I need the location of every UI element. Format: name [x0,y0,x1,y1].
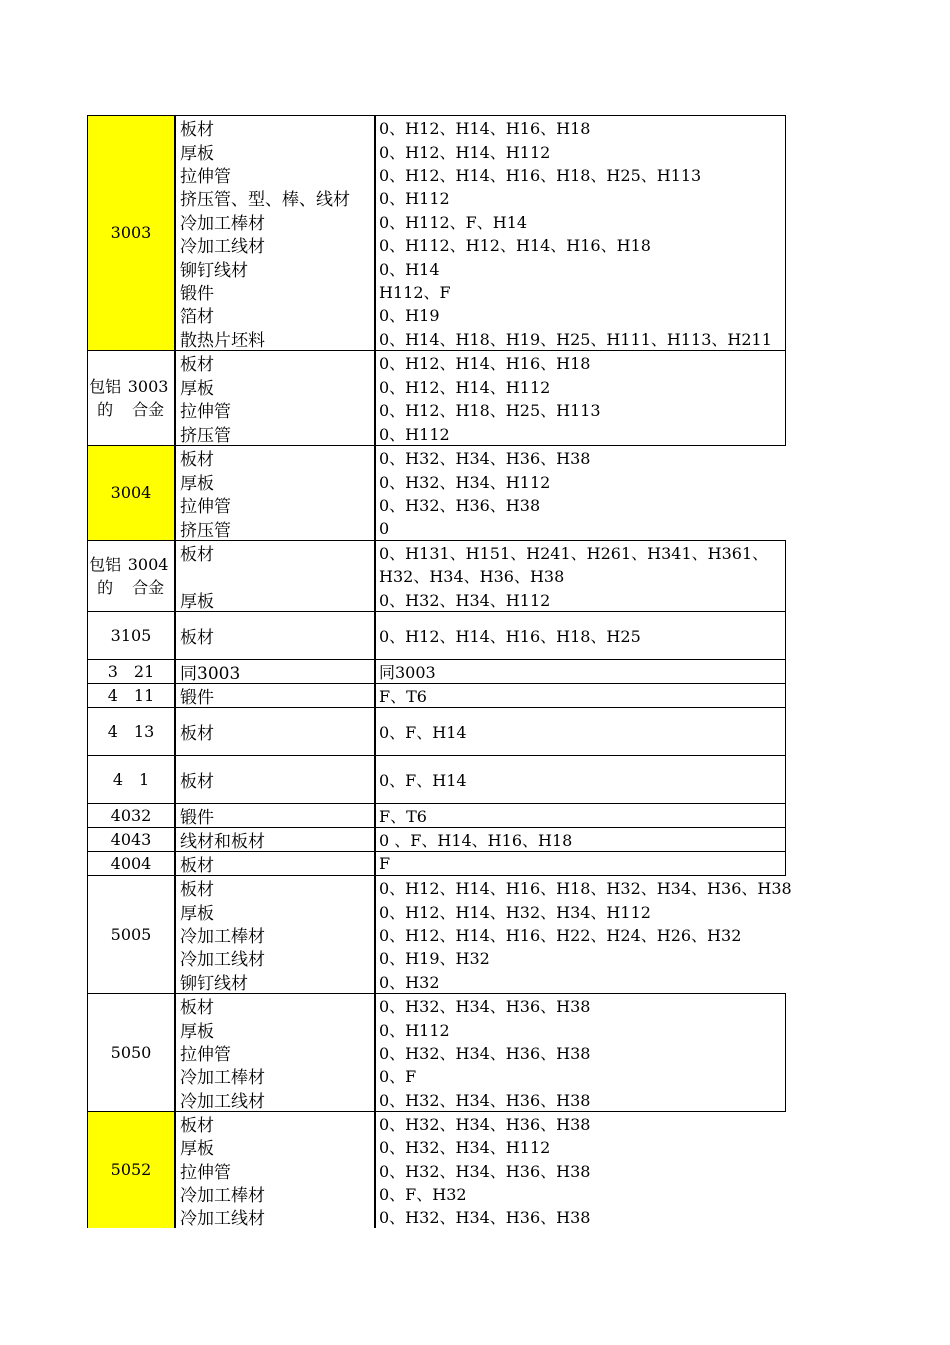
table-row [176,1159,786,1182]
temper-cell: 0、H19 [379,306,440,326]
product-form-cell: 冷加工线材 [176,1088,376,1111]
table-row [176,1182,786,1205]
table-row [176,994,785,1017]
temper-cell: 0、F、H14 [379,723,467,742]
alloy-group [87,803,786,827]
product-form-cell: 挤压管 [176,517,376,541]
alloy-code-cell: 3004 [88,446,176,540]
temper-cell: 0、H12、H14、H16、H18 [379,119,591,139]
temper-cell: 0、F、H14 [379,771,467,790]
alloy-group [87,875,792,994]
temper-cell: 0、H112 [379,189,450,209]
temper-cell: 0、H19、H32 [379,949,490,969]
temper-cell: 0、H112、F、H14 [379,212,528,232]
alloy-code-cell: 3 21 [88,660,176,683]
product-form-cell: 厚板 [176,1017,376,1040]
table-row [176,684,785,707]
table-row [176,876,792,899]
table-row [176,446,786,470]
alloy-group [87,115,786,350]
alloy-code-cell: 4 11 [88,684,176,707]
product-form-cell: 挤压管 [176,422,376,446]
temper-cell: 0、H32、H34、H36、H38 [379,997,591,1017]
alloy-code-cell: 4043 [88,828,176,851]
table-row [176,1205,786,1228]
table-row [176,1064,785,1087]
table-row [176,422,785,446]
temper-cell: 0、H112 [379,1020,450,1040]
temper-cell: 0、H12、H14、H16、H18、H32、H34、H36、H38 [379,879,792,899]
temper-cell: 0、H14、H18、H19、H25、H111、H113、H211 [379,329,772,349]
product-form-cell: 拉伸管 [176,493,376,517]
temper-cell: 0、H32、H34、H36、H38 [379,449,591,469]
table-row [176,398,785,422]
table-row [176,946,792,969]
product-form-cell: 板材 [176,541,376,564]
product-form-cell: 拉伸管 [176,1159,376,1182]
table-row [176,1112,786,1135]
product-form-cell: 板材 [176,756,376,803]
table-row [176,1017,785,1040]
temper-cell: F、T6 [379,807,427,827]
temper-cell: 0、H12、H14、H112 [379,142,551,162]
table-row [176,564,785,587]
product-form-cell: 同3003 [176,660,376,683]
temper-cell: 0、F、H32 [379,1185,467,1205]
product-form-cell: 厚板 [176,375,376,399]
table-row [176,1135,786,1158]
temper-cell: 0 、F、H14、H16、H18 [379,831,573,851]
product-form-cell: 板材 [176,708,376,755]
table-row [176,660,785,683]
table-row [176,116,785,139]
alloy-group [87,683,786,707]
table-row [176,375,785,399]
alloy-group [87,755,786,803]
product-form-cell: 锻件 [176,804,376,827]
alloy-code-cell: 4032 [88,804,176,827]
table-row [176,923,792,946]
alloy-code-cell: 3105 [88,612,176,659]
product-form-cell: 线材和板材 [176,828,376,851]
table-row [176,1041,785,1064]
temper-cell: 0、H32、H34、H36、H38 [379,1090,591,1110]
temper-cell: 0、H32、H34、H112 [379,590,551,610]
temper-cell: 0、H12、H14、H16、H18、H25、H113 [379,166,702,186]
product-form-cell: 冷加工棒材 [176,1064,376,1087]
temper-cell: 0、H32 [379,972,440,992]
alloy-group [87,540,786,611]
alloy-group [87,350,786,445]
temper-cell: 0、H12、H14、H16、H18 [379,354,591,374]
table-row [176,517,786,541]
table-row [176,233,785,256]
temper-cell: 0、H32、H34、H36、H38 [379,1208,591,1228]
product-form-cell: 板材 [176,612,376,659]
temper-cell: 0、H14 [379,259,440,279]
table-row [176,186,785,209]
product-form-cell: 冷加工线材 [176,1205,376,1228]
product-form-cell: 散热片坯料 [176,327,376,350]
temper-cell: 0、H12、H14、H32、H34、H112 [379,902,651,922]
product-form-cell: 板材 [176,116,376,139]
product-form-cell: 板材 [176,1112,376,1135]
temper-cell: 0 [379,518,390,538]
table-row [176,541,785,564]
temper-cell: 0、F [379,1067,417,1087]
product-form-cell: 锻件 [176,280,376,303]
alloy-group [87,659,786,683]
alloy-group [87,445,786,540]
table-row [176,588,785,611]
table-row [176,852,785,875]
table-row [176,280,785,303]
product-form-cell: 板材 [176,446,376,470]
alloy-code-cell: 包铝的 3004合金 [88,541,176,611]
table-row [176,256,785,279]
table-row [176,1088,785,1111]
temper-cell: H32、H34、H36、H38 [379,567,565,587]
temper-cell: 0、H32、H34、H112 [379,472,551,492]
alloy-code-cell: 5052 [88,1112,176,1228]
table-row [176,303,785,326]
temper-cell: 0、H32、H34、H112 [379,1138,551,1158]
table-row [176,470,786,494]
alloy-code-cell: 4 13 [88,708,176,755]
alloy-code-cell: 包铝的 3003合金 [88,351,176,445]
product-form-cell: 板材 [176,852,376,875]
temper-cell: 同3003 [379,663,436,683]
alloy-code-cell: 3003 [88,116,176,350]
table-row [176,708,785,755]
product-form-cell: 拉伸管 [176,163,376,186]
temper-cell: 0、H131、H151、H241、H261、H341、H361、 [379,544,769,564]
product-form-cell: 板材 [176,876,376,899]
product-form-cell: 锻件 [176,684,376,707]
alloy-group [87,707,786,755]
temper-cell: H112、F [379,283,451,303]
temper-cell: 0、H12、H14、H16、H18、H25 [379,627,641,646]
product-form-cell: 冷加工棒材 [176,210,376,233]
product-form-cell: 冷加工棒材 [176,923,376,946]
product-form-cell: 厚板 [176,1135,376,1158]
temper-cell: 0、H32、H36、H38 [379,496,541,516]
table-row [176,970,792,993]
product-form-cell: 冷加工线材 [176,233,376,256]
table-row [176,163,785,186]
table-row [176,139,785,162]
product-form-cell: 拉伸管 [176,398,376,422]
temper-cell: 0、H12、H14、H112 [379,377,551,397]
table-row [176,899,792,922]
temper-cell: 0、H32、H34、H36、H38 [379,1115,591,1135]
product-form-cell: 厚板 [176,899,376,922]
table-row [176,327,785,350]
table-row [176,612,785,659]
product-form-cell: 厚板 [176,139,376,162]
alloy-group [87,827,786,851]
temper-cell: 0、H12、H18、H25、H113 [379,401,601,421]
temper-cell: 0、H12、H14、H16、H22、H24、H26、H32 [379,926,742,946]
product-form-cell: 冷加工棒材 [176,1182,376,1205]
temper-cell: 0、H32、H34、H36、H38 [379,1044,591,1064]
alloy-code-cell: 4 1 [88,756,176,803]
product-form-cell: 板材 [176,351,376,375]
alloy-group [87,1111,786,1228]
product-form-cell: 板材 [176,994,376,1017]
alloy-code-cell: 5050 [88,994,176,1111]
table-row [176,804,785,827]
temper-cell: 0、H112、H12、H14、H16、H18 [379,236,651,256]
table-row [176,828,785,851]
product-form-cell: 厚板 [176,588,376,611]
product-form-cell: 挤压管、型、棒、线材 [176,186,376,209]
alloy-group [87,993,786,1111]
table-row [176,756,785,803]
alloy-group [87,611,786,659]
table-row [176,210,785,233]
alloy-code-cell: 5005 [88,876,176,993]
temper-cell: 0、H112 [379,424,450,444]
alloy-temper-table [87,115,792,1230]
product-form-cell: 铆钉线材 [176,970,376,993]
product-form-cell: 冷加工线材 [176,946,376,969]
product-form-cell: 箔材 [176,303,376,326]
temper-cell: F [379,854,391,874]
product-form-cell [176,564,376,587]
temper-cell: 0、H32、H34、H36、H38 [379,1161,591,1181]
alloy-code-cell: 4004 [88,852,176,875]
temper-cell: F、T6 [379,687,427,707]
product-form-cell: 厚板 [176,470,376,494]
product-form-cell: 铆钉线材 [176,256,376,279]
product-form-cell: 拉伸管 [176,1041,376,1064]
alloy-group [87,851,786,875]
table-row [176,493,786,517]
table-row [176,351,785,375]
